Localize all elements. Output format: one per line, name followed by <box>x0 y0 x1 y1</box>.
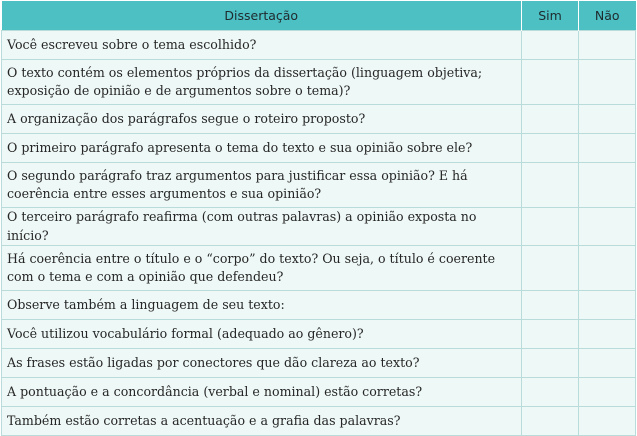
question-text: O segundo parágrafo traz argumentos para justificar essa opinião? E há coerência entre esses argumentos e sua opinião? <box>2 163 522 208</box>
table-row <box>2 246 636 291</box>
table-row <box>2 349 636 378</box>
question-text: Observe também a linguagem de seu texto: <box>2 291 522 320</box>
sim-checkbox-cell[interactable] <box>522 378 579 407</box>
table-row <box>2 105 636 134</box>
table-row <box>2 378 636 407</box>
question-text: Há coerência entre o título e o “corpo” do texto? Ou seja, o título é coerente com o tema e com a opinião que defendeu? <box>2 246 522 291</box>
sim-checkbox-cell[interactable] <box>522 134 579 163</box>
nao-checkbox-cell[interactable] <box>579 378 636 407</box>
nao-checkbox-cell[interactable] <box>579 246 636 291</box>
header-dissertacao: Dissertação <box>2 1 522 31</box>
question-text: Você escreveu sobre o tema escolhido? <box>2 31 522 60</box>
header-sim: Sim <box>522 1 579 31</box>
table-row <box>2 31 636 60</box>
sim-checkbox-cell[interactable] <box>522 246 579 291</box>
table-row <box>2 60 636 105</box>
nao-checkbox-cell[interactable] <box>579 291 636 320</box>
sim-checkbox-cell[interactable] <box>522 60 579 105</box>
table-row <box>2 134 636 163</box>
question-text: As frases estão ligadas por conectores que dão clareza ao texto? <box>2 349 522 378</box>
sim-checkbox-cell[interactable] <box>522 291 579 320</box>
nao-checkbox-cell[interactable] <box>579 60 636 105</box>
nao-checkbox-cell[interactable] <box>579 163 636 208</box>
question-text: Também estão corretas a acentuação e a grafia das palavras? <box>2 407 522 436</box>
question-text: O terceiro parágrafo reafirma (com outras palavras) a opinião exposta no início? <box>2 208 522 246</box>
nao-checkbox-cell[interactable] <box>579 407 636 436</box>
sim-checkbox-cell[interactable] <box>522 163 579 208</box>
table-row <box>2 208 636 246</box>
nao-checkbox-cell[interactable] <box>579 105 636 134</box>
nao-checkbox-cell[interactable] <box>579 349 636 378</box>
nao-checkbox-cell[interactable] <box>579 31 636 60</box>
question-text: A organização dos parágrafos segue o roteiro proposto? <box>2 105 522 134</box>
checklist-table <box>1 1 636 436</box>
question-text: A pontuação e a concordância (verbal e nominal) estão corretas? <box>2 378 522 407</box>
nao-checkbox-cell[interactable] <box>579 320 636 349</box>
sim-checkbox-cell[interactable] <box>522 407 579 436</box>
question-text: O primeiro parágrafo apresenta o tema do texto e sua opinião sobre ele? <box>2 134 522 163</box>
sim-checkbox-cell[interactable] <box>522 105 579 134</box>
header-nao: Não <box>579 1 636 31</box>
question-text: O texto contém os elementos próprios da dissertação (linguagem objetiva; exposição de opinião e de argumentos sobre o tema)? <box>2 60 522 105</box>
table-body <box>2 31 636 436</box>
table-header <box>2 1 636 31</box>
table-row <box>2 163 636 208</box>
sim-checkbox-cell[interactable] <box>522 349 579 378</box>
sim-checkbox-cell[interactable] <box>522 208 579 246</box>
table-row <box>2 291 636 320</box>
nao-checkbox-cell[interactable] <box>579 134 636 163</box>
table-row <box>2 407 636 436</box>
question-text: Você utilizou vocabulário formal (adequado ao gênero)? <box>2 320 522 349</box>
nao-checkbox-cell[interactable] <box>579 208 636 246</box>
sim-checkbox-cell[interactable] <box>522 320 579 349</box>
sim-checkbox-cell[interactable] <box>522 31 579 60</box>
table-row <box>2 320 636 349</box>
